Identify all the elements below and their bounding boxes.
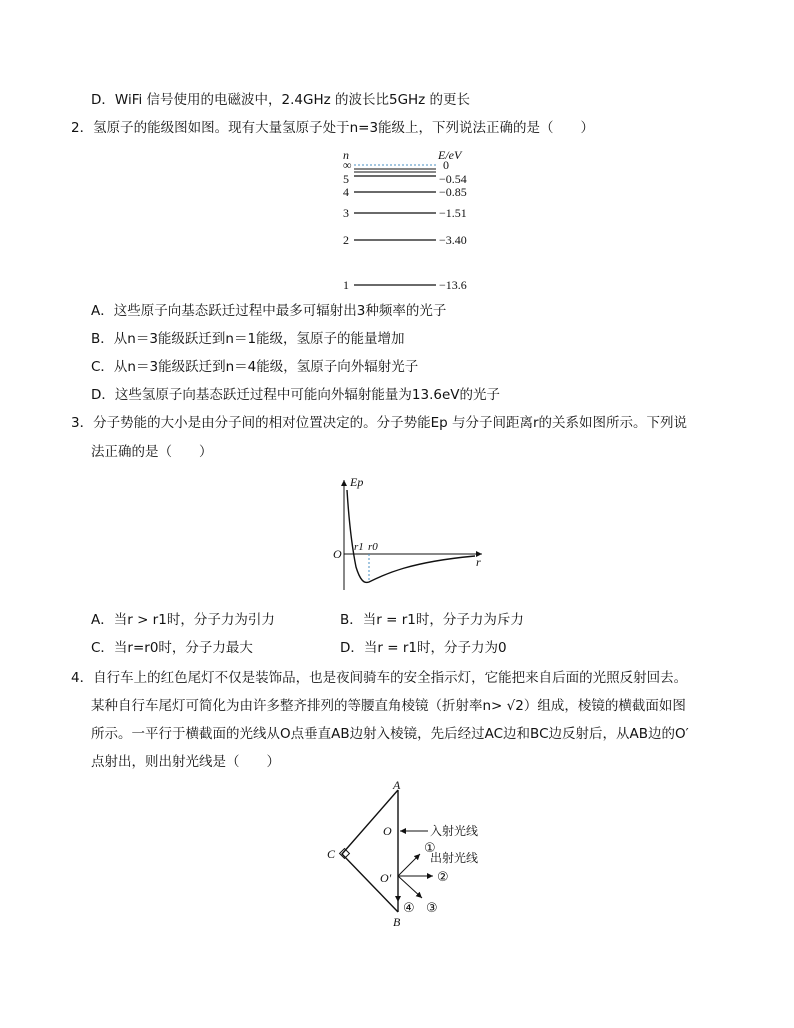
- ray-1-label: ①: [424, 841, 436, 856]
- potential-energy-graph: [330, 472, 490, 594]
- point-o-prime: O′: [380, 871, 392, 885]
- q3-option-b: B．当r = r1时，分子力为斥力: [340, 612, 524, 628]
- ray-3-label: ③: [426, 901, 438, 916]
- level-1-n: 1: [343, 278, 349, 292]
- q2-option-b: B．从n＝3能级跃迁到n＝1能级，氢原子的能量增加: [91, 331, 405, 347]
- energy-level-diagram: [335, 145, 495, 295]
- level-5-e: −0.54: [439, 172, 467, 186]
- e-header: E/eV: [438, 148, 462, 162]
- level-inf-n: ∞: [343, 158, 352, 172]
- q3-stem-line1: 3．分子势能的大小是由分子间的相对位置决定的。分子势能Ep 与分子间距离r的关系如图所示。下列说: [71, 415, 688, 431]
- level-3-e: −1.51: [439, 206, 467, 220]
- q4-stem-line4: 点射出，则出射光线是（ ）: [91, 754, 280, 770]
- q4-stem-line1: 4．自行车上的红色尾灯不仅是装饰品，也是夜间骑车的安全指示灯，它能把来自后面的光照反射回去。: [71, 670, 688, 686]
- exit-ray-3: [398, 876, 422, 898]
- ep-label: Ep: [350, 475, 364, 489]
- q3-option-c: C．当r=r0时，分子力最大: [91, 640, 253, 656]
- ray-2-label: ②: [437, 870, 449, 885]
- exit-ray-1: [398, 854, 420, 876]
- level-2-n: 2: [343, 233, 349, 247]
- ray-4-label: ④: [403, 901, 415, 916]
- level-1-e: −13.6: [439, 278, 467, 292]
- r1-label: r1: [354, 541, 364, 553]
- q2-option-c: C．从n＝3能级跃迁到n＝4能级，氢原子向外辐射光子: [91, 359, 419, 375]
- q2-option-a: A．这些原子向基态跃迁过程中最多可辐射出3种频率的光子: [91, 303, 447, 319]
- r-label: r: [476, 555, 481, 569]
- exit-label: 出射光线: [430, 851, 479, 865]
- level-inf-e: 0: [443, 158, 449, 172]
- q1-option-d: D．WiFi 信号使用的电磁波中，2.4GHz 的波长比5GHz 的更长: [91, 92, 471, 108]
- origin-label: O: [333, 547, 342, 561]
- vertex-c: C: [327, 847, 336, 861]
- ep-curve: [347, 490, 475, 582]
- q4-stem-line3: 所示。一平行于横截面的光线从O点垂直AB边射入棱镜，先后经过AC边和BC边反射后，从AB边的O′: [91, 726, 689, 742]
- level-5-n: 5: [343, 172, 349, 186]
- q3-option-d: D．当r = r1时，分子力为0: [340, 640, 507, 656]
- prism-diagram: [320, 778, 510, 930]
- vertex-a: A: [393, 778, 401, 792]
- r0-label: r0: [368, 541, 378, 553]
- vertex-b: B: [393, 915, 401, 929]
- n-header: n: [343, 148, 349, 162]
- level-4-e: −0.85: [439, 185, 467, 199]
- point-o: O: [383, 824, 392, 838]
- level-4-n: 4: [343, 185, 349, 199]
- q3-stem-line2: 法正确的是（ ）: [91, 444, 213, 460]
- q4-stem-line2: 某种自行车尾灯可简化为由许多整齐排列的等腰直角棱镜（折射率n> √2）组成，棱镜的横截面如图: [91, 698, 686, 714]
- prism-triangle: [342, 790, 398, 912]
- incident-label: 入射光线: [430, 824, 479, 838]
- level-2-e: −3.40: [439, 233, 467, 247]
- level-3-n: 3: [343, 206, 349, 220]
- q2-option-d: D．这些氢原子向基态跃迁过程中可能向外辐射能量为13.6eV的光子: [91, 387, 500, 403]
- q2-stem: 2．氢原子的能级图如图。现有大量氢原子处于n=3能级上，下列说法正确的是（ ）: [71, 120, 595, 136]
- q3-option-a: A．当r > r1时，分子力为引力: [91, 612, 275, 628]
